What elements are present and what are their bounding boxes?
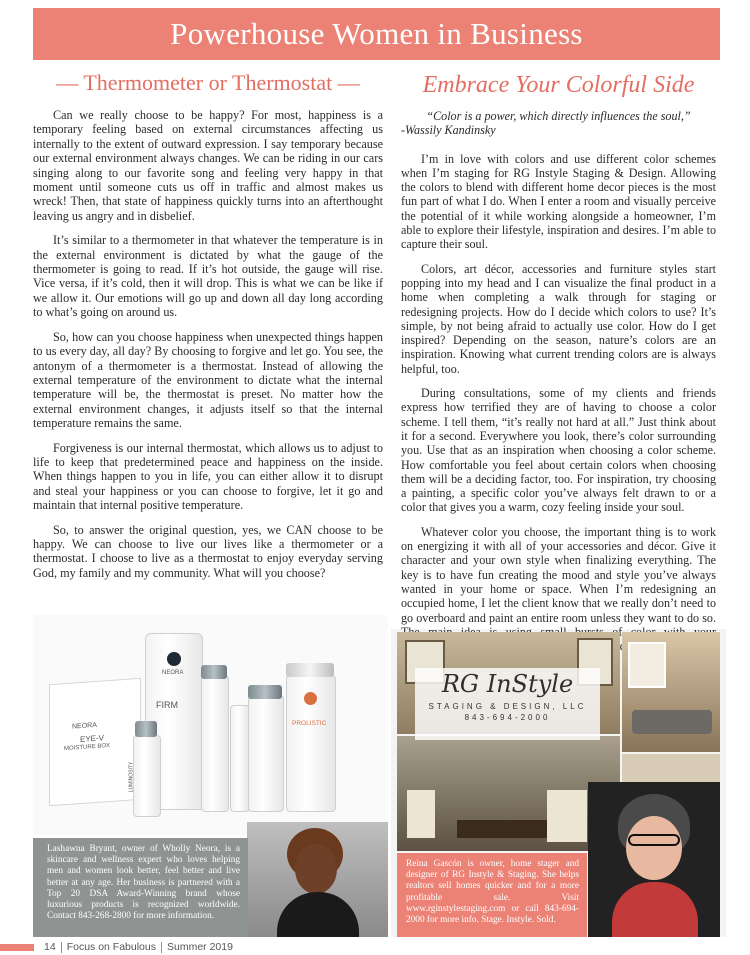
left-article	[33, 62, 383, 648]
portrait-shirt	[277, 892, 359, 937]
footer-separator	[61, 942, 62, 953]
right-article	[391, 62, 726, 629]
prolistic-cap	[286, 663, 334, 677]
firm-label: FIRM	[156, 700, 178, 710]
prolistic-logo-icon	[304, 692, 317, 705]
reina-face	[626, 816, 682, 880]
reina-top	[612, 882, 698, 937]
kandinsky-quote	[391, 109, 726, 138]
page-banner	[33, 8, 720, 60]
mask-sub-label: MOISTURE BOX	[64, 742, 111, 753]
serum-bottle-3	[248, 695, 284, 812]
portrait-face	[295, 844, 337, 894]
magazine-name: Focus on Fabulous	[66, 941, 156, 953]
right-paragraph-2: Colors, art décor, accessories and furniture styles start popping into my head and I can visualize the final product in a home when completing a walk through for staging or redesigning projects. How do I decide which colors to use? It’s simple, by not being afraid to actually use color. How do I get inspired? Depending on the season, nature’s colors are an inspiration. Knowing what current trending colors are is always helpful, too.	[401, 261, 716, 376]
footer-separator-2	[161, 942, 162, 953]
right-paragraph-4: Whatever color you choose, the important thing is to work on energizing it with all of your accessories and décor. Give it character and your own style when finalizing everything. The key is to have fun creating the mood and style you’ve always wanted in your home or space. When I’m redesigning an occupied home, I let the client know that we really don’t need to go overboard and paint an entire room unless they want to do so.	[401, 524, 716, 625]
dining-window	[407, 790, 435, 838]
neora-logo-icon	[167, 652, 181, 666]
issue-date: Summer 2019	[167, 941, 233, 953]
dining-table	[457, 820, 547, 838]
quote-line: “Color is a power, which directly influences the soul,”	[426, 109, 691, 123]
neora-product-photo	[33, 615, 388, 835]
luminosity-label: LUMINOSITY	[128, 761, 135, 793]
logo-name: RG InStyle	[441, 670, 574, 698]
lashawna-portrait-photo	[247, 822, 388, 937]
living-room-sofa	[632, 710, 712, 734]
rg-instyle-logo	[415, 668, 600, 740]
luminosity-cap	[135, 721, 157, 737]
right-article-heading: Embrace Your Colorful Side	[422, 72, 695, 98]
glasses-icon	[628, 834, 680, 846]
serum-cap-3	[248, 685, 282, 699]
luminosity-bottle	[128, 735, 161, 817]
eye-mask-box	[49, 678, 141, 806]
lashawna-caption: Lashawna Bryant, owner of Wholly Neora, is a skincare and wellness expert who loves helping men and women look better, feel better and live better at any age. Her business is partnered with a Top 20 DSA Award-Winning brand whose luxurious products is recognized worldwide. Contact 843-268-2800 for more information.	[33, 838, 248, 937]
living-room-photo	[622, 632, 720, 752]
firm-brand-label: NEORA	[162, 670, 184, 676]
quote-author: -Wassily Kandinsky	[401, 123, 496, 138]
serum-bottle-1	[201, 675, 229, 812]
left-paragraph-3: So, how can you choose happiness when unexpected things happen to us every day, all day? By choosing to forgive and let go. You see, the antonym of a thermometer is a thermostat. Instead of allowing the external temperature of the environment to dictate what the internal temperature will be, the thermostat is preset. No matter how the external environment changes, it adjusts itself so that the internal temperature remains the same.	[33, 329, 383, 431]
mask-brand-label: NEORA	[72, 721, 97, 731]
reina-portrait-photo	[588, 782, 720, 937]
left-article-heading: — Thermometer or Thermostat —	[56, 70, 360, 95]
left-paragraph-4: Forgiveness is our internal thermostat, which allows us to adjust to life to keep that predetermined peace and happiness on the inside. When things happen to you in life, you can either allow it to disrupt and steal your happiness or you can choose to forgive, let it go and maintain that internal positive temperature.	[33, 440, 383, 513]
prolistic-label: PROLISTIC	[292, 720, 327, 727]
bedroom-strip-photo	[622, 754, 720, 782]
mask-name-label: EYE-V	[80, 733, 105, 745]
reina-caption: Reina Gascón is owner, home stager and designer of RG Instyle & Staging. She helps realtors sell homes quicker and for a more profitable sale. Visit www.rginstylestaging.com or call 843-694-2000 for more info. Stage. Instyle. Sold.	[397, 853, 587, 937]
living-room-window	[628, 642, 666, 688]
footer-accent-bar	[0, 944, 34, 951]
logo-phone: 843-694-2000	[464, 713, 551, 722]
serum-cap-1	[201, 665, 227, 679]
left-paragraph-2: It’s similar to a thermometer in that whatever the temperature is in the external environment is dictated by what the gauge of the thermometer is going to read. If it’s hot outside, the gauge will rise. Vice versa, if it’s cold, then it will drop. This is what we can be like if we allow it. Our emotions will go up and down all day long according to what’s going on around us.	[33, 233, 383, 320]
prolistic-bottle	[286, 675, 336, 812]
left-paragraph-1: Can we really choose to be happy? For most, happiness is a temporary feeling based on external circumstances affecting us internally to the extent of outward expression. I say temporary because our external environment always changes. We can be riding in our cars singing along to our favorite song and feeling very happy in that moment until someone cuts us off in traffic and almost makes us wreck! Then, that state of happiness quickly turns into an afterthought leaving us angry and in disbelief.	[33, 108, 383, 223]
left-paragraph-5: So, to answer the original question, yes, we CAN choose to be happy. We can choose to live our lives like a thermometer or a thermostat. I choose to live as a thermostat to enjoy everyday serving God, my family and my community. What will you choose?	[33, 522, 383, 580]
right-paragraph-1: I’m in love with colors and use different color schemes when I’m staging for RG Instyle Staging & Design. Allowing the colors to blend with different home decor pieces is the most fun part of what I do. When I enter a room and visually perceive the potential of it while working alongside a homeowner, I’m able to explore their lifestyle, inspiration and desires. I’m able to capture their soul.	[401, 151, 716, 252]
logo-subtitle: STAGING & DESIGN, LLC	[428, 702, 587, 711]
dining-room-photo	[397, 736, 620, 851]
banner-title: Powerhouse Women in Business	[170, 16, 583, 51]
right-paragraph-3: During consultations, some of my clients and friends express how terrified they are of having to choose a color scheme. I tell them, “it’s really not hard at all.” Just think about it for a second. Everywhere you look, there’s color surrounding you. Use that as an inspiration when choosing a color scheme. How comfortable you feel about certain colors when choosing them will be a deciding factor, too. For inspiration, try choosing a painting, a specific color you’ve always felt drawn to or a color that gives you a warm, cozy feeling inside your soul.	[401, 386, 716, 515]
serum-bottle-2	[230, 705, 250, 812]
dining-window-2	[547, 790, 587, 842]
page-number: 14	[44, 941, 56, 953]
footer-text	[44, 941, 233, 953]
page-footer	[0, 941, 750, 953]
